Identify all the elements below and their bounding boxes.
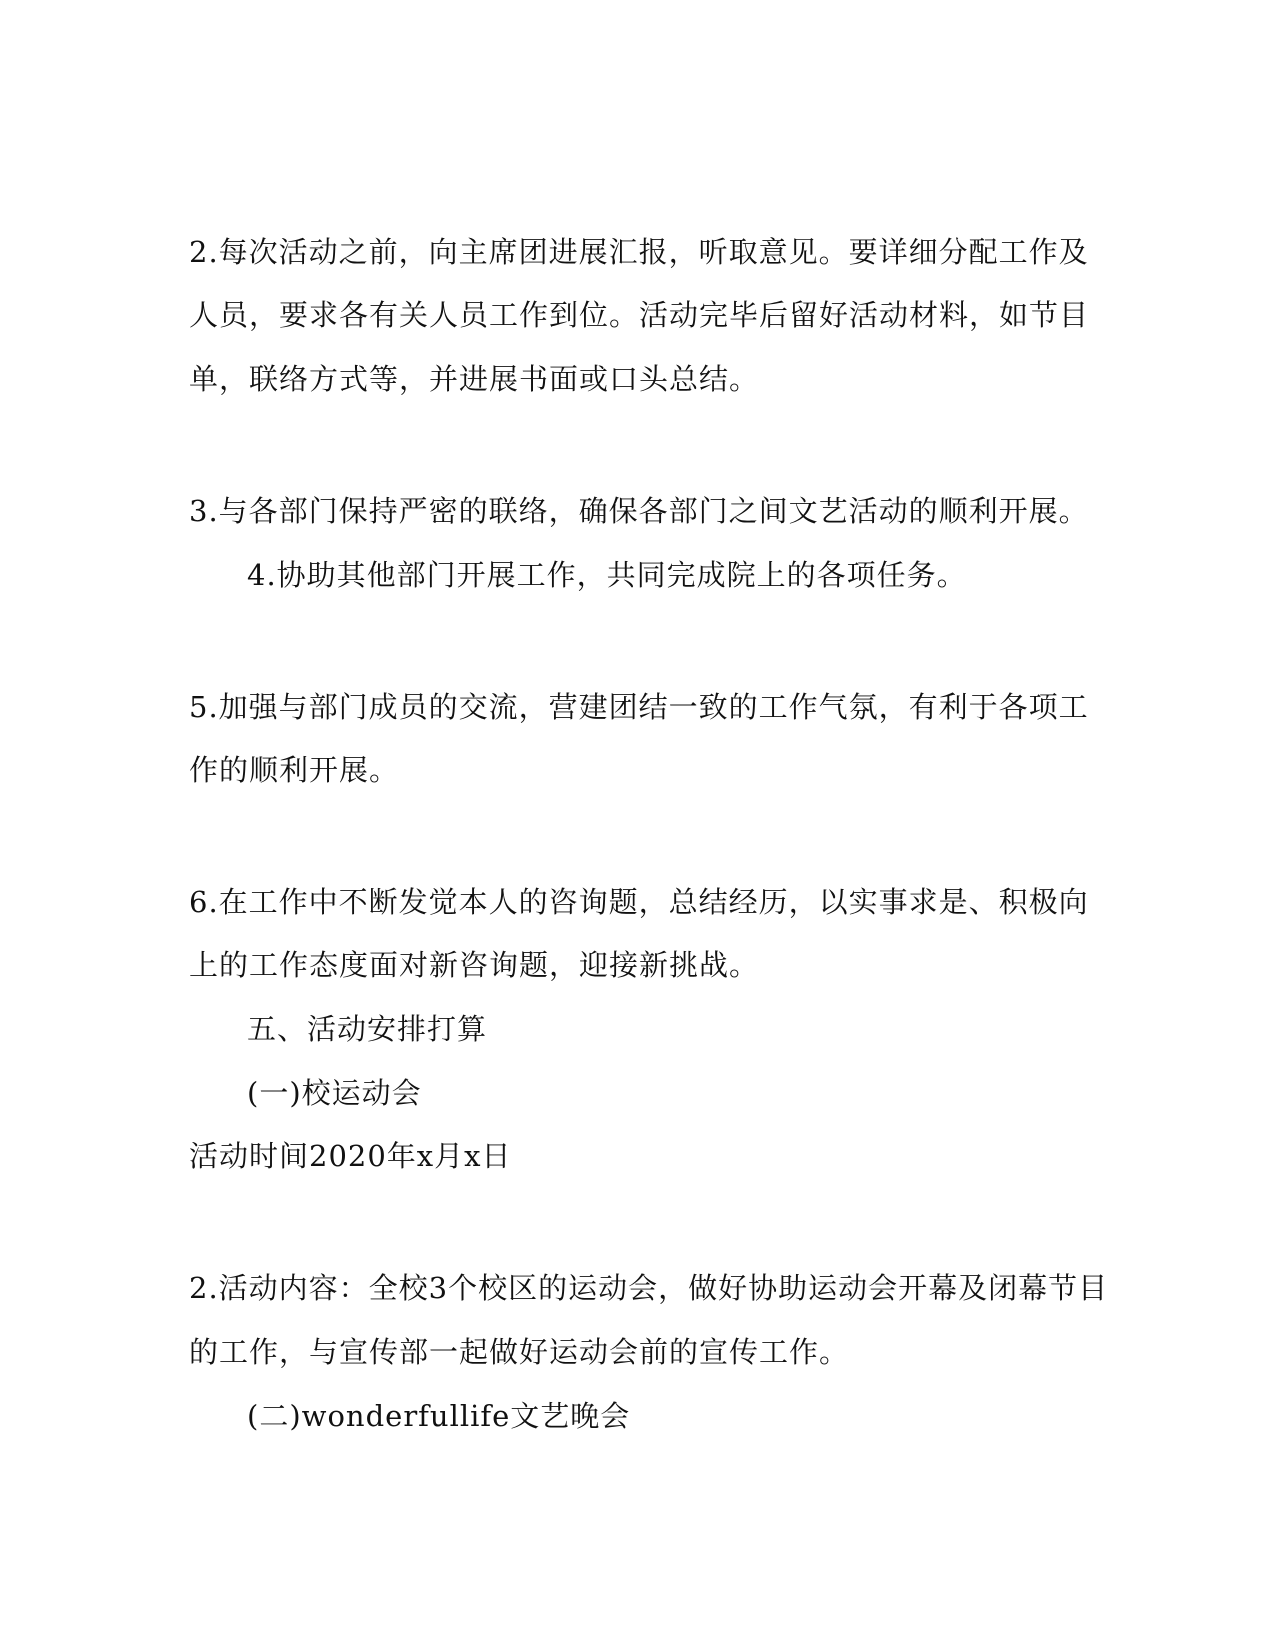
section-heading: 五、活动安排打算	[247, 1012, 488, 1046]
text-line: 活动时间2020年x月x日	[189, 1139, 512, 1173]
text-line: 6.在工作中不断发觉本人的咨询题，总结经历，以实事求是、积极向	[189, 885, 1089, 919]
text-line: 4.协助其他部门开展工作，共同完成院上的各项任务。	[247, 558, 967, 592]
subsection-heading: (二)wonderfullife文艺晚会	[247, 1399, 631, 1433]
text-line: 2.活动内容：全校3个校区的运动会，做好协助运动会开幕及闭幕节目	[189, 1271, 1109, 1305]
text-line: 作的顺利开展。	[189, 753, 400, 787]
text-line: 5.加强与部门成员的交流，营建团结一致的工作气氛，有利于各项工	[189, 690, 1089, 724]
text-line: 人员，要求各有关人员工作到位。活动完毕后留好活动材料，如节目	[189, 298, 1090, 332]
subsection-heading: (一)校运动会	[247, 1076, 422, 1110]
text-line: 上的工作态度面对新咨询题，迎接新挑战。	[189, 948, 760, 982]
text-line: 2.每次活动之前，向主席团进展汇报，听取意见。要详细分配工作及	[189, 235, 1089, 269]
text-line: 的工作，与宣传部一起做好运动会前的宣传工作。	[189, 1335, 850, 1369]
text-line: 单，联络方式等，并进展书面或口头总结。	[189, 362, 760, 396]
text-line: 3.与各部门保持严密的联络，确保各部门之间文艺活动的顺利开展。	[189, 494, 1089, 528]
